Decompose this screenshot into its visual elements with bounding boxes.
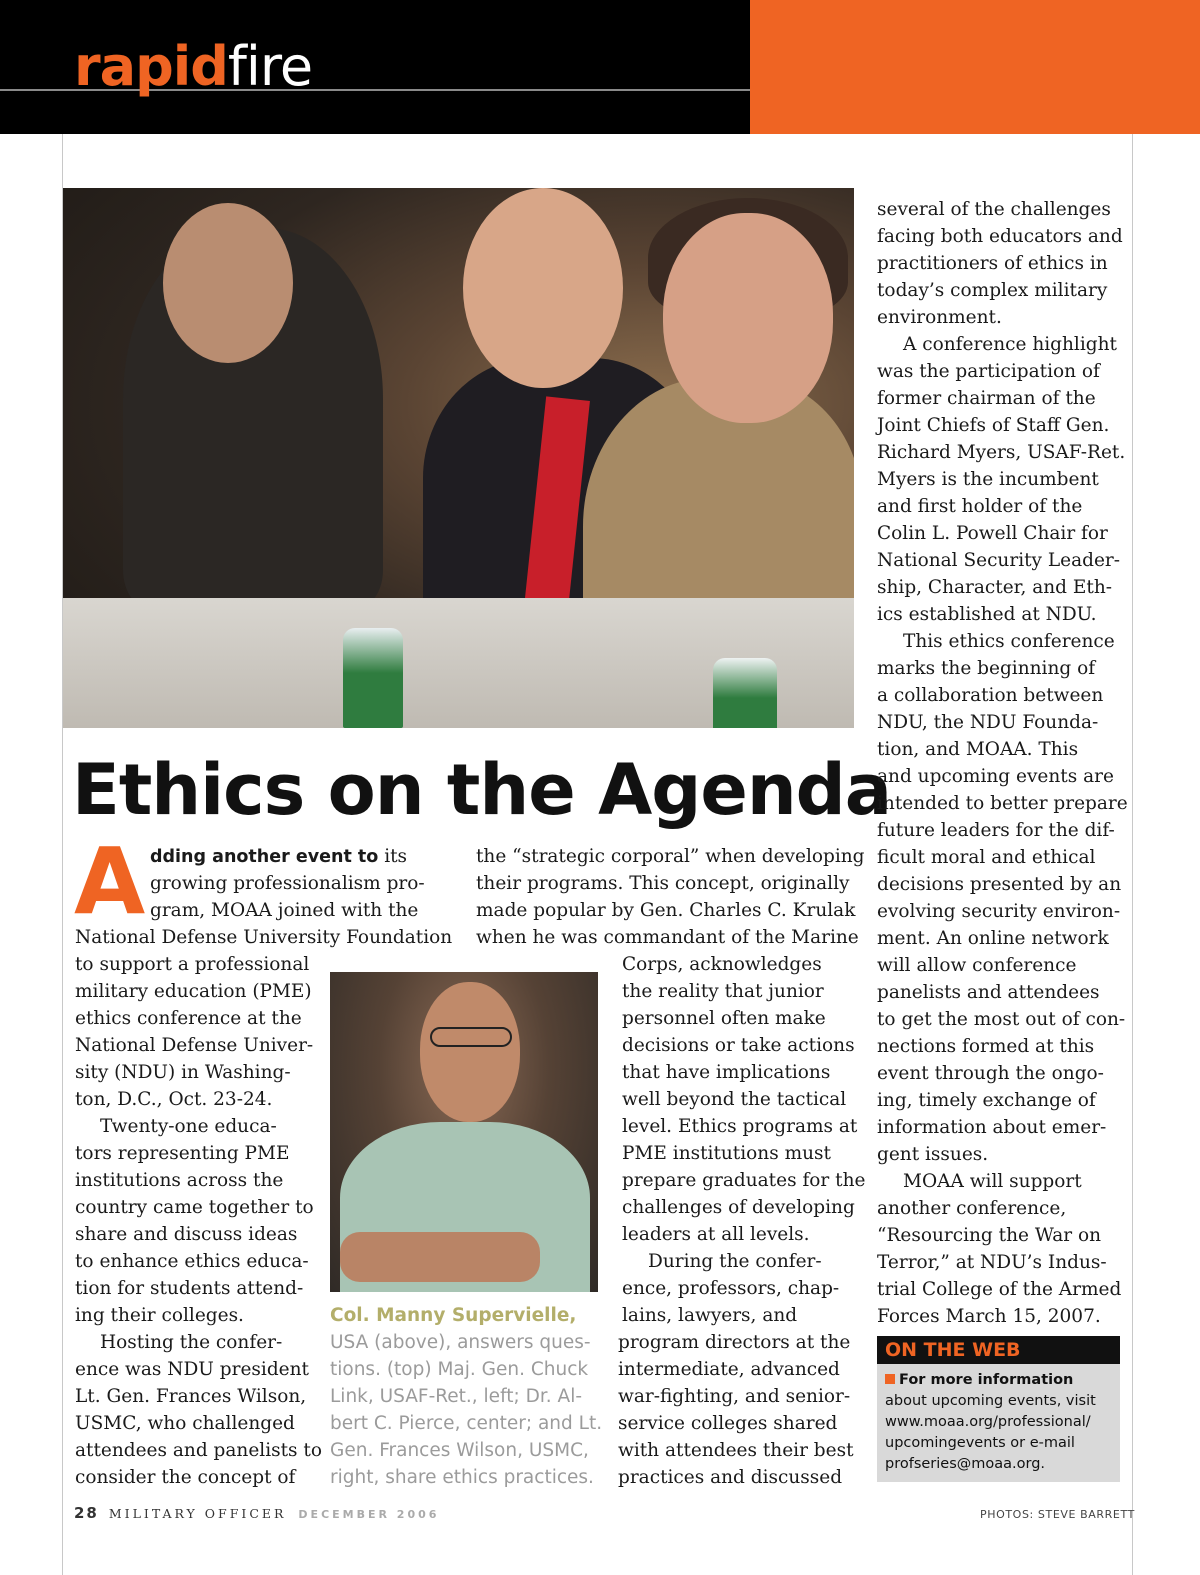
page-margin-rule-right — [1132, 134, 1133, 1575]
body-line: level. Ethics programs at — [622, 1116, 858, 1137]
body-line: decisions presented by an — [877, 874, 1122, 895]
on-the-web-sidebar — [877, 1336, 1120, 1482]
body-line: tors representing PME — [75, 1143, 290, 1164]
body-line: gent issues. — [877, 1144, 989, 1165]
body-line: several of the challenges — [877, 199, 1111, 220]
body-line: future leaders for the dif- — [877, 820, 1115, 841]
body-line: Lt. Gen. Frances Wilson, — [75, 1386, 307, 1407]
body-line: environment. — [877, 307, 1002, 328]
body-line: former chairman of the — [877, 388, 1096, 409]
caption-line: Link, USAF-Ret., left; Dr. Al- — [330, 1386, 583, 1407]
page-footer — [74, 1504, 439, 1524]
body-line: sity (NDU) in Washing- — [75, 1062, 291, 1083]
article-headline: Ethics on the Agenda — [72, 749, 892, 831]
body-line: share and discuss ideas — [75, 1224, 298, 1245]
body-line: the “strategic corporal” when developing — [476, 846, 865, 867]
body-line: service colleges shared — [618, 1413, 838, 1434]
body-line: gram, MOAA joined with the — [150, 900, 419, 921]
body-line: lains, lawyers, and — [622, 1305, 798, 1326]
header-accent-block — [750, 0, 1200, 134]
body-line: challenges of developing — [622, 1197, 855, 1218]
body-line: ethics conference at the — [75, 1008, 302, 1029]
body-line: ence was NDU president — [75, 1359, 309, 1380]
body-line: A conference highlight — [903, 334, 1117, 355]
body-line: This ethics conference — [903, 631, 1115, 652]
photo-credit: PHOTOS: STEVE BARRETT — [980, 1508, 1135, 1521]
body-line: “Resourcing the War on — [877, 1225, 1102, 1246]
body-line: to get the most out of con- — [877, 1009, 1126, 1030]
body-line: military education (PME) — [75, 981, 312, 1002]
body-line: Hosting the confer- — [100, 1332, 283, 1353]
caption-line: right, share ethics practices. — [330, 1467, 594, 1488]
sidebar-email-line[interactable]: profseries@moaa.org. — [885, 1456, 1046, 1472]
body-line: intermediate, advanced — [618, 1359, 840, 1380]
page-number: 28 — [74, 1504, 99, 1522]
body-line: practitioners of ethics in — [877, 253, 1108, 274]
body-line: trial College of the Armed — [877, 1279, 1122, 1300]
sidebar-lead-line — [885, 1370, 1073, 1391]
body-line: personnel often make — [622, 1008, 826, 1029]
sidebar-link-line[interactable]: upcomingevents or e-mail — [885, 1435, 1075, 1451]
body-line: leaders at all levels. — [622, 1224, 810, 1245]
caption-line: bert C. Pierce, center; and Lt. — [330, 1413, 603, 1434]
section-label-word2: fire — [227, 35, 313, 98]
body-line: when he was commandant of the Marine — [476, 927, 859, 948]
body-line: ship, Character, and Eth- — [877, 577, 1112, 598]
body-line: Colin L. Powell Chair for — [877, 523, 1108, 544]
body-line: with attendees their best — [618, 1440, 854, 1461]
body-line: was the participation of — [877, 361, 1100, 382]
body-line: Corps, acknowledges — [622, 954, 822, 975]
body-line: Terror,” at NDU’s Indus- — [877, 1252, 1107, 1273]
inset-photo-panel — [330, 972, 598, 1292]
body-line: ence, professors, chap- — [622, 1278, 840, 1299]
body-line: and upcoming events are — [877, 766, 1114, 787]
lead-in: dding another event to — [150, 847, 379, 867]
body-line: and first holder of the — [877, 496, 1083, 517]
body-line: National Defense University Foundation — [75, 927, 453, 948]
body-line: panelists and attendees — [877, 982, 1100, 1003]
body-line: event through the ongo- — [877, 1063, 1104, 1084]
body-line: nections formed at this — [877, 1036, 1095, 1057]
body-line: made popular by Gen. Charles C. Krulak — [476, 900, 856, 921]
body-line: ics established at NDU. — [877, 604, 1097, 625]
sidebar-line: about upcoming events, visit — [885, 1393, 1096, 1409]
body-line: that have implications — [622, 1062, 831, 1083]
body-line: well beyond the tactical — [622, 1089, 847, 1110]
body-line: ing their colleges. — [75, 1305, 244, 1326]
body-line: ing, timely exchange of — [877, 1090, 1096, 1111]
body-line: intended to better prepare — [877, 793, 1128, 814]
body-line: Forces March 15, 2007. — [877, 1306, 1101, 1327]
drop-cap: A — [74, 828, 146, 935]
body-line: National Defense Univer- — [75, 1035, 314, 1056]
sidebar-link-line[interactable]: www.moaa.org/professional/ — [885, 1414, 1091, 1430]
body-line: to support a professional — [75, 954, 310, 975]
body-line: evolving security environ- — [877, 901, 1121, 922]
body-line: institutions across the — [75, 1170, 284, 1191]
body-line: consider the concept of — [75, 1467, 296, 1488]
section-label-word1: rapid — [74, 35, 228, 98]
magazine-name: MILITARY OFFICER — [108, 1506, 287, 1521]
body-line: Joint Chiefs of Staff Gen. — [877, 415, 1110, 436]
issue-date: DECEMBER 2006 — [298, 1508, 440, 1521]
caption-line: Gen. Frances Wilson, USMC, — [330, 1440, 589, 1461]
body-line: practices and discussed — [618, 1467, 843, 1488]
body-line: tion for students attend- — [75, 1278, 304, 1299]
body-line: facing both educators and — [877, 226, 1123, 247]
body-line: country came together to — [75, 1197, 314, 1218]
body-line: attendees and panelists to — [75, 1440, 322, 1461]
body-line: decisions or take actions — [622, 1035, 855, 1056]
bullet-square-icon — [885, 1374, 895, 1384]
section-label — [74, 36, 312, 98]
body-line: NDU, the NDU Founda- — [877, 712, 1099, 733]
body-line: USMC, who challenged — [75, 1413, 295, 1434]
body-line: MOAA will support — [903, 1171, 1082, 1192]
body-line: information about emer- — [877, 1117, 1107, 1138]
body-line: PME institutions must — [622, 1143, 831, 1164]
caption-name: Col. Manny Supervielle, — [330, 1305, 577, 1326]
body-line: National Security Leader- — [877, 550, 1121, 571]
body-line: Myers is the incumbent — [877, 469, 1099, 490]
sidebar-lead: For more information — [899, 1372, 1074, 1388]
body-line: ficult moral and ethical — [877, 847, 1096, 868]
body-line: to enhance ethics educa- — [75, 1251, 309, 1272]
body-line: tion, and MOAA. This — [877, 739, 1079, 760]
body-line: program directors at the — [618, 1332, 851, 1353]
body-line: Richard Myers, USAF-Ret. — [877, 442, 1126, 463]
body-line: another conference, — [877, 1198, 1067, 1219]
body-line: Twenty-one educa- — [100, 1116, 277, 1137]
body-line: During the confer- — [648, 1251, 822, 1272]
main-photo-panel — [63, 188, 854, 728]
caption-line: USA (above), answers ques- — [330, 1332, 591, 1353]
body-line: today’s complex military — [877, 280, 1108, 301]
body-line: ment. An online network — [877, 928, 1109, 949]
body-line: their programs. This concept, originally — [476, 873, 850, 894]
lead-in-line: dding another event to its — [150, 846, 408, 867]
body-line: war-fighting, and senior- — [618, 1386, 851, 1407]
body-line: prepare graduates for the — [622, 1170, 866, 1191]
body-line: a collaboration between — [877, 685, 1104, 706]
body-line: ton, D.C., Oct. 23-24. — [75, 1089, 273, 1110]
caption-line: tions. (top) Maj. Gen. Chuck — [330, 1359, 589, 1380]
body-line: will allow conference — [877, 955, 1077, 976]
sidebar-title: ON THE WEB — [877, 1336, 1120, 1364]
body-line: marks the beginning of — [877, 658, 1096, 679]
body-line: growing professionalism pro- — [150, 873, 425, 894]
body-line: the reality that junior — [622, 981, 824, 1002]
